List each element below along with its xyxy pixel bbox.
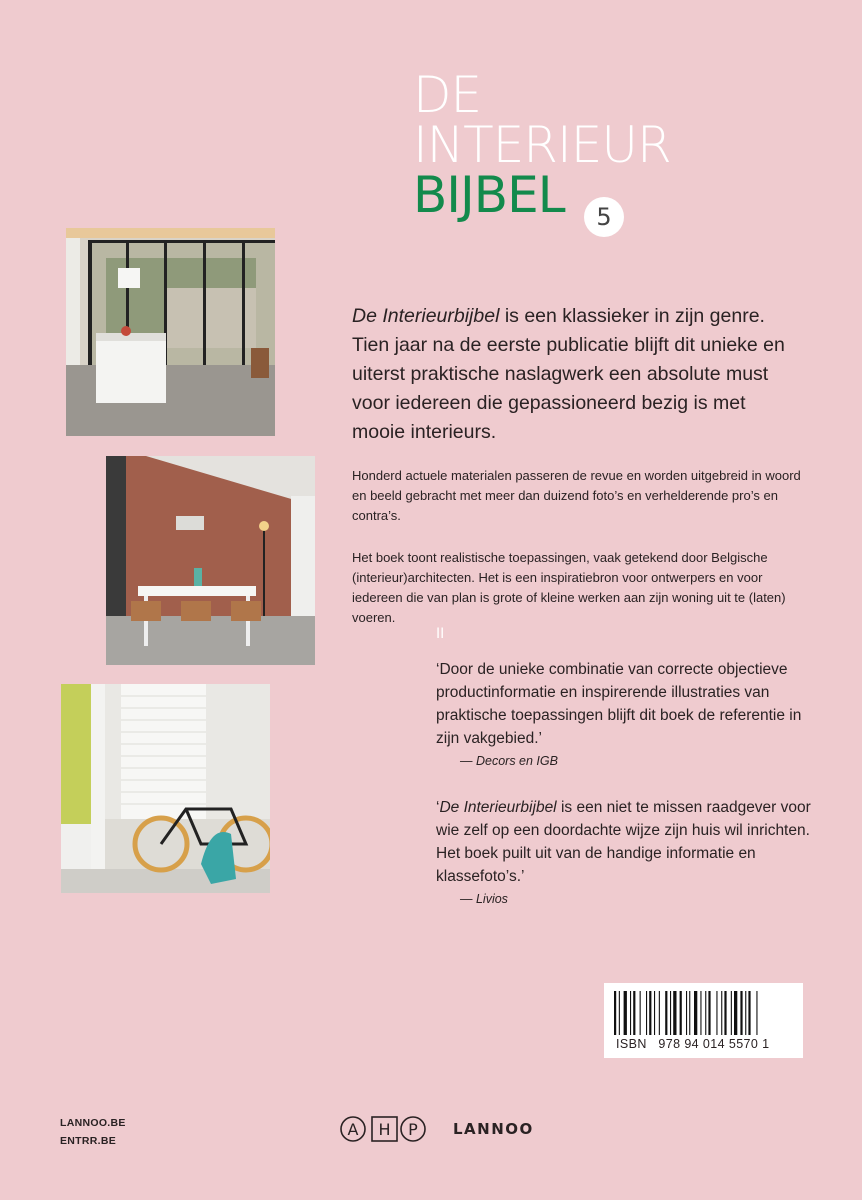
link-lannoo[interactable]: LANNOO.BE bbox=[60, 1117, 126, 1129]
paragraph-applications: Het boek toont realistische toepassingen, vaak getekend door Belgische (interieur)architecten. Het is een inspiratiebron voor ontwerpers en voor iedereen die van plan is grote of kleine werken aan zijn woning uit te (laten) voeren. bbox=[352, 550, 786, 625]
quote-livios bbox=[436, 796, 816, 888]
title-line-interieur: INTERIEUR bbox=[413, 116, 671, 174]
isbn-text bbox=[616, 1037, 769, 1051]
ahp-letter-a: A bbox=[347, 1120, 359, 1139]
quote-livios-open: ‘ bbox=[436, 799, 440, 816]
intro-text bbox=[352, 302, 802, 447]
intro-book-title: De Interieurbijbel bbox=[352, 305, 500, 327]
paragraph-materials: Honderd actuele materialen passeren de revue en worden uitgebreid in woord en beeld gebracht met meer dan duizend foto’s en verhelderende pro’s en contra’s. bbox=[352, 468, 801, 523]
volume-badge: 5 bbox=[584, 197, 624, 237]
title-line-bijbel: BIJBEL bbox=[413, 166, 565, 224]
quote-source-decors: — Decors en IGB bbox=[460, 754, 558, 768]
isbn-label: ISBN bbox=[616, 1037, 647, 1051]
dining-brick-wall-photo bbox=[106, 456, 315, 665]
kitchen-glass-wall-photo bbox=[66, 228, 275, 436]
bicycle-room-photo bbox=[61, 684, 270, 893]
ahp-logo bbox=[340, 1115, 430, 1143]
quote-livios-body: is een niet te missen raadgever voor wie zelf op een doordachte wijze zijn huis wil inrichten. Het boek puilt uit van de handige informatie en klassefoto’s.’ bbox=[436, 799, 811, 885]
quote-source-livios: — Livios bbox=[460, 892, 508, 906]
book-title bbox=[413, 66, 671, 224]
isbn-barcode bbox=[604, 983, 803, 1058]
quote-mark: II bbox=[436, 626, 445, 642]
intro-body: is een klassieker in zijn genre. Tien jaar na de eerste publicatie blijft dit unieke en uiterst praktische naslagwerk een absolute must voor iedereen die gepassioneerd bezig is met mooie interieurs. bbox=[352, 305, 785, 443]
quote-decors: ‘Door de unieke combinatie van correcte objectieve productinformatie en inspirerende illustraties van praktische toepassingen blijft dit boek de referentie in zijn vakgebied.’ bbox=[436, 661, 802, 747]
title-line-de: DE bbox=[413, 66, 482, 124]
isbn-number: 978 94 014 5570 1 bbox=[658, 1037, 770, 1051]
ahp-letter-h: H bbox=[378, 1120, 391, 1139]
ahp-letter-p: P bbox=[408, 1120, 418, 1139]
link-entrr[interactable]: ENTRR.BE bbox=[60, 1135, 117, 1147]
barcode-bars bbox=[614, 991, 793, 1035]
footer-links bbox=[60, 1114, 126, 1150]
quote-livios-book-title: De Interieurbijbel bbox=[439, 799, 557, 816]
publisher-logo: LANNOO bbox=[453, 1120, 534, 1138]
